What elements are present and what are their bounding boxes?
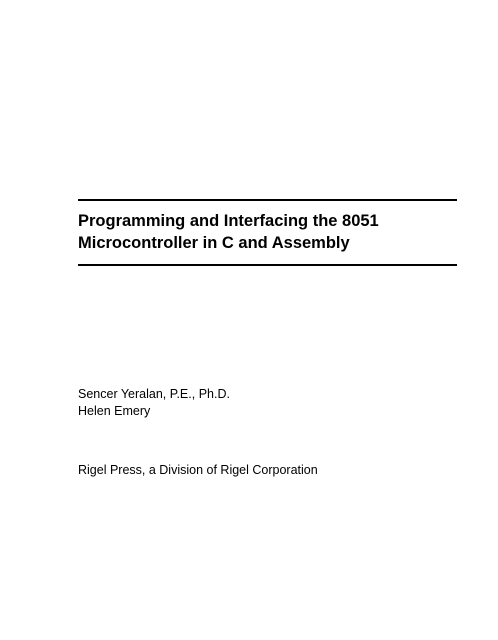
author-list [78, 386, 230, 420]
publisher-line: Rigel Press, a Division of Rigel Corporation [78, 463, 318, 477]
author-name: Sencer Yeralan, P.E., Ph.D. [78, 387, 230, 401]
book-title-line-2: Microcontroller in C and Assembly [78, 234, 350, 252]
author-name: Helen Emery [78, 404, 151, 418]
book-title [78, 210, 463, 254]
book-title-line-1: Programming and Interfacing the 8051 [78, 212, 379, 230]
title-bottom-rule [78, 264, 457, 266]
title-top-rule [78, 199, 457, 201]
